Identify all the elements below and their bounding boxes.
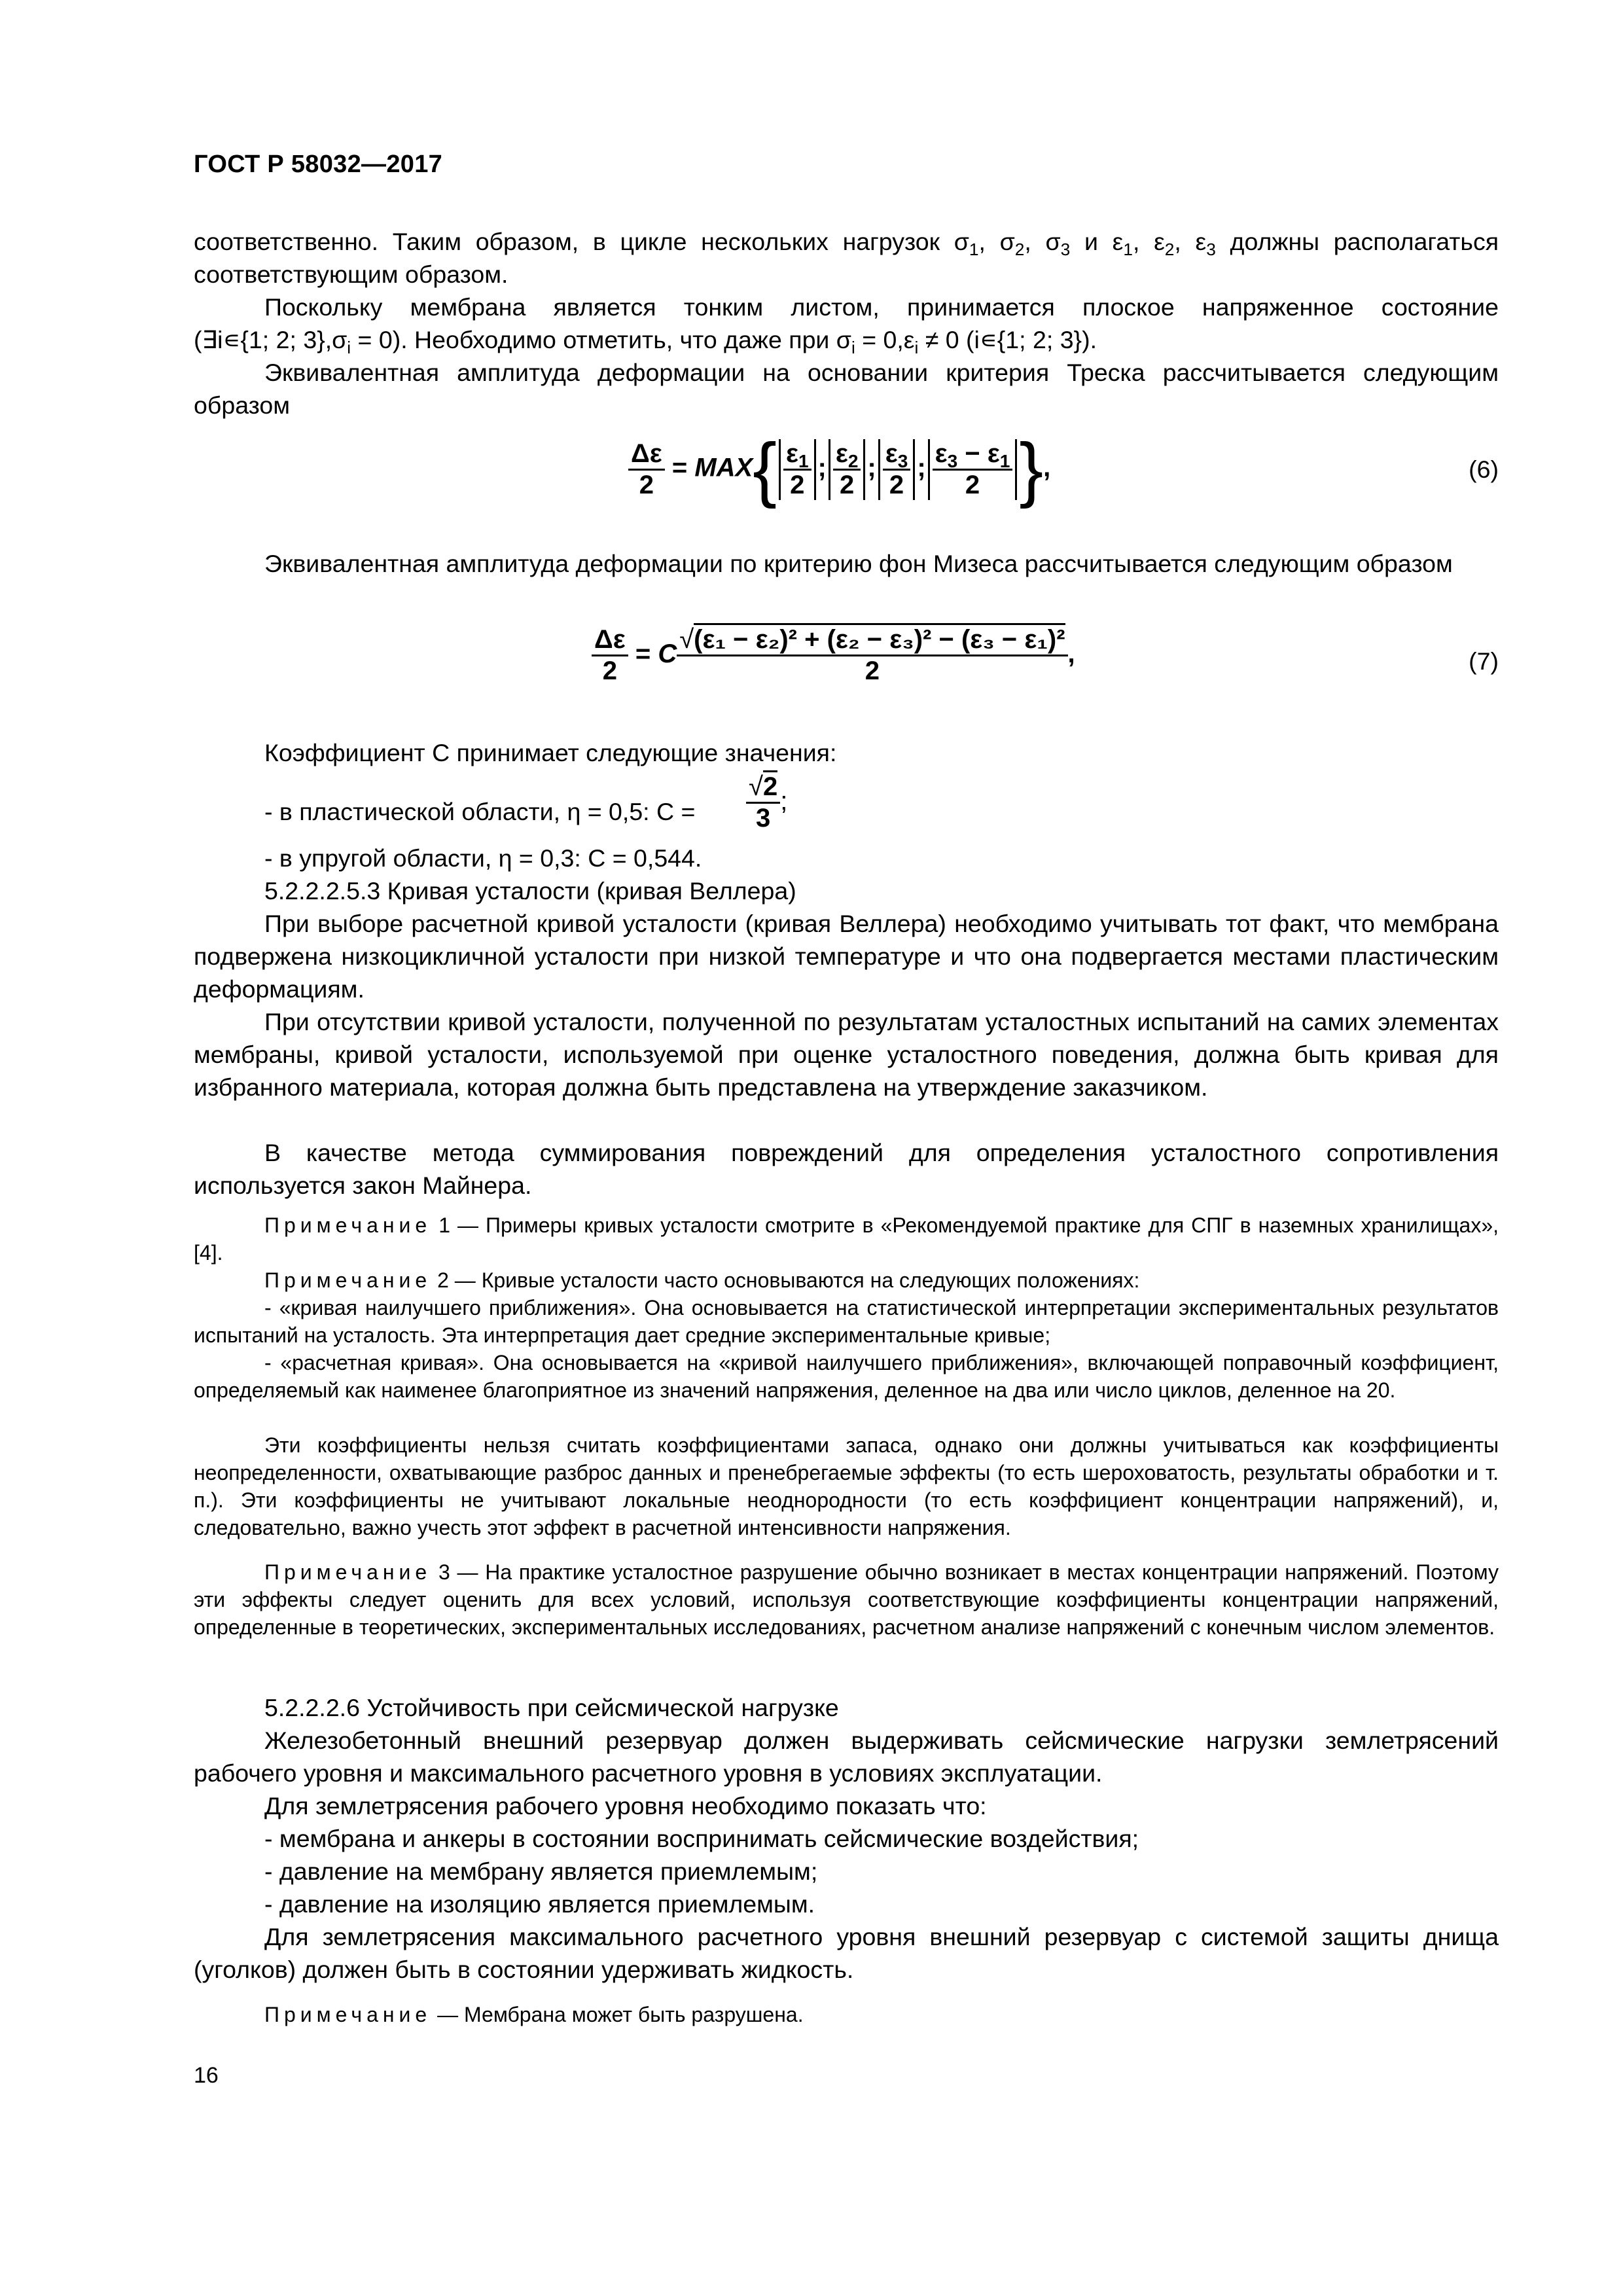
paragraph-max-design-level: Для землетрясения максимального расчетного уровня внешний резервуар с системой защиты днища (уголков) должен быть в состоянии удерживать жидкость. [194, 1923, 1499, 1983]
note-2-design-curve: - «расчетная кривая». Она основывается на «кривой наилучшего приближения», включающей поправочный коэффициент, определяемый как наименее благоприятное из значений напряжения, деленное на два или число циклов, деленное на 20. [194, 1351, 1499, 1402]
list-item-membrane-pressure: - давление на мембрану является приемлемым; [264, 1857, 818, 1885]
paragraph-von-mises: Эквивалентная амплитуда деформации по критерию фон Мизеса рассчитывается следующим образом [264, 550, 1453, 577]
list-item-membrane-anchors: - мембрана и анкеры в состоянии воспринимать сейсмические воздействия; [264, 1825, 1139, 1852]
formula-sqrt2-over-3: $\frac{√2}{3}$ ; [746, 772, 787, 833]
note-4: Примечание — Мембрана может быть разрушена. [264, 2003, 804, 2026]
section-heading-seismic: 5.2.2.2.6 Устойчивость при сейсмической нагрузке [264, 1694, 839, 1721]
page-number: 16 [194, 2063, 219, 2088]
paragraph-tresca: Эквивалентная амплитуда деформации на основании критерия Треска рассчитывается следующим образом [194, 359, 1499, 419]
paragraph-continuation-end: соответствующим образом. [194, 260, 508, 288]
p1-text: соответственно. Таким образом, в цикле нескольких нагрузок σ [194, 228, 969, 255]
paragraph-miner-law: В качестве метода суммирования повреждений для определения усталостного сопротивления используется закон Майнера. [194, 1139, 1499, 1199]
formula-number-7: (7) [1469, 647, 1499, 675]
paragraph-weller-curve: При выборе расчетной кривой усталости (кривая Веллера) необходимо учитывать тот факт, что мембрана подвержена низкоцикличной усталости при низкой температуре и что она подвергается местами пластическим деформациям. [194, 910, 1499, 1003]
section-heading-fatigue-curve: 5.2.2.2.5.3 Кривая усталости (кривая Веллера) [264, 877, 796, 905]
paragraph-plane-stress-condition: (∃i∊{1; 2; $3\},\sigma_i = 0$). Необходимо отметить, что даже при $\sigma_i = 0,\varepsilon_i \ne 0$ (i∊{1; 2; 3}). [194, 326, 1097, 357]
paragraph-no-fatigue-curve: При отсутствии кривой усталости, полученной по результатам усталостных испытаний на самих элементах мембраны, кривой усталости, используемой при оценке усталостного поведения, должна быть кривая для избранного материала, которая должна быть представлена на утверждение заказчиком. [194, 1008, 1499, 1101]
paragraph-plane-stress: Поскольку мембрана является тонким листом, принимается плоское напряженное состояние [264, 293, 1499, 321]
note-2-coefficients: Эти коэффициенты нельзя считать коэффициентами запаса, однако они должны учитываться как коэффициенты неопределенности, охватывающие разброс данных и пренебрегаемые эффекты (то есть шероховатость, результаты обработки и т. п.). Эти коэффициенты не учитывают локальные неоднородности (то есть коэффициент концентрации напряжений), и, следовательно, важно учесть этот эффект в расчетной интенсивности напряжения. [194, 1433, 1499, 1539]
paragraph-continuation: соответственно. Таким образом, в цикле нескольких нагрузок $\sigma_1$, $\sigma_2$, $\sigma_3$ и $\varepsilon_1$, $\varepsilon_2$, $\varepsilon_3$ должны располагаться [194, 228, 1499, 259]
document-header: ГОСТ Р 58032—2017 [194, 151, 443, 178]
list-item-insulation-pressure: - давление на изоляцию является приемлемым. [264, 1890, 815, 1918]
paragraph-operating-level: Для землетрясения рабочего уровня необходимо показать что: [264, 1792, 987, 1820]
paragraph-coefficient: Коэффициент C принимает следующие значения: [264, 739, 837, 766]
note-1: Примечание 1 — Примеры кривых усталости смотрите в «Рекомендуемой практике для СПГ в наземных хранилищах», [4]. [194, 1213, 1499, 1265]
list-item-plastic: - в пластической области, η = 0,5: C = [264, 798, 696, 825]
paragraph-seismic-loads: Железобетонный внешний резервуар должен выдерживать сейсмические нагрузки землетрясений рабочего уровня и максимального расчетного уровня в условиях эксплуатации. [194, 1727, 1499, 1787]
note-2-best-fit: - «кривая наилучшего приближения». Она основывается на статистической интерпретации экспериментальных результатов испытаний на усталость. Эта интерпретация дает средние экспериментальные кривые; [194, 1296, 1499, 1347]
formula-number-6: (6) [1469, 456, 1499, 483]
formula-tresca: $\frac{\Delta\varepsilon}{2}$ = MAX{ $\frac{\varepsilon_1}{2}$ ; $\frac{\varepsilon_2}{2}$ ; $\frac{\varepsilon_3}{2}$ ; $\frac{\varepsilon_3 - \varepsilon_1}{2}$ }, [628, 433, 1050, 505]
note-2: Примечание 2 — Кривые усталости часто основываются на следующих положениях: [264, 1268, 1140, 1292]
list-item-elastic: - в упругой области, η = 0,3: C = 0,544. [264, 844, 702, 872]
note-3: Примечание 3 — На практике усталостное разрушение обычно возникает в местах концентрации напряжений. Поэтому эти эффекты следует оценить для всех условий, используя соответствующие коэффициенты концентрации напряжений, определенные в теоретических, экспериментальных исследованиях, расчетном анализе напряжений с конечным числом элементов. [194, 1560, 1499, 1639]
formula-von-mises: $\frac{\Delta\varepsilon}{2}$ = C $\frac{\text{√(ε₁ − ε₂)² + (ε₂ − ε₃)² − (ε₃ − ε₁)²}}{2}$ , [592, 625, 1075, 686]
